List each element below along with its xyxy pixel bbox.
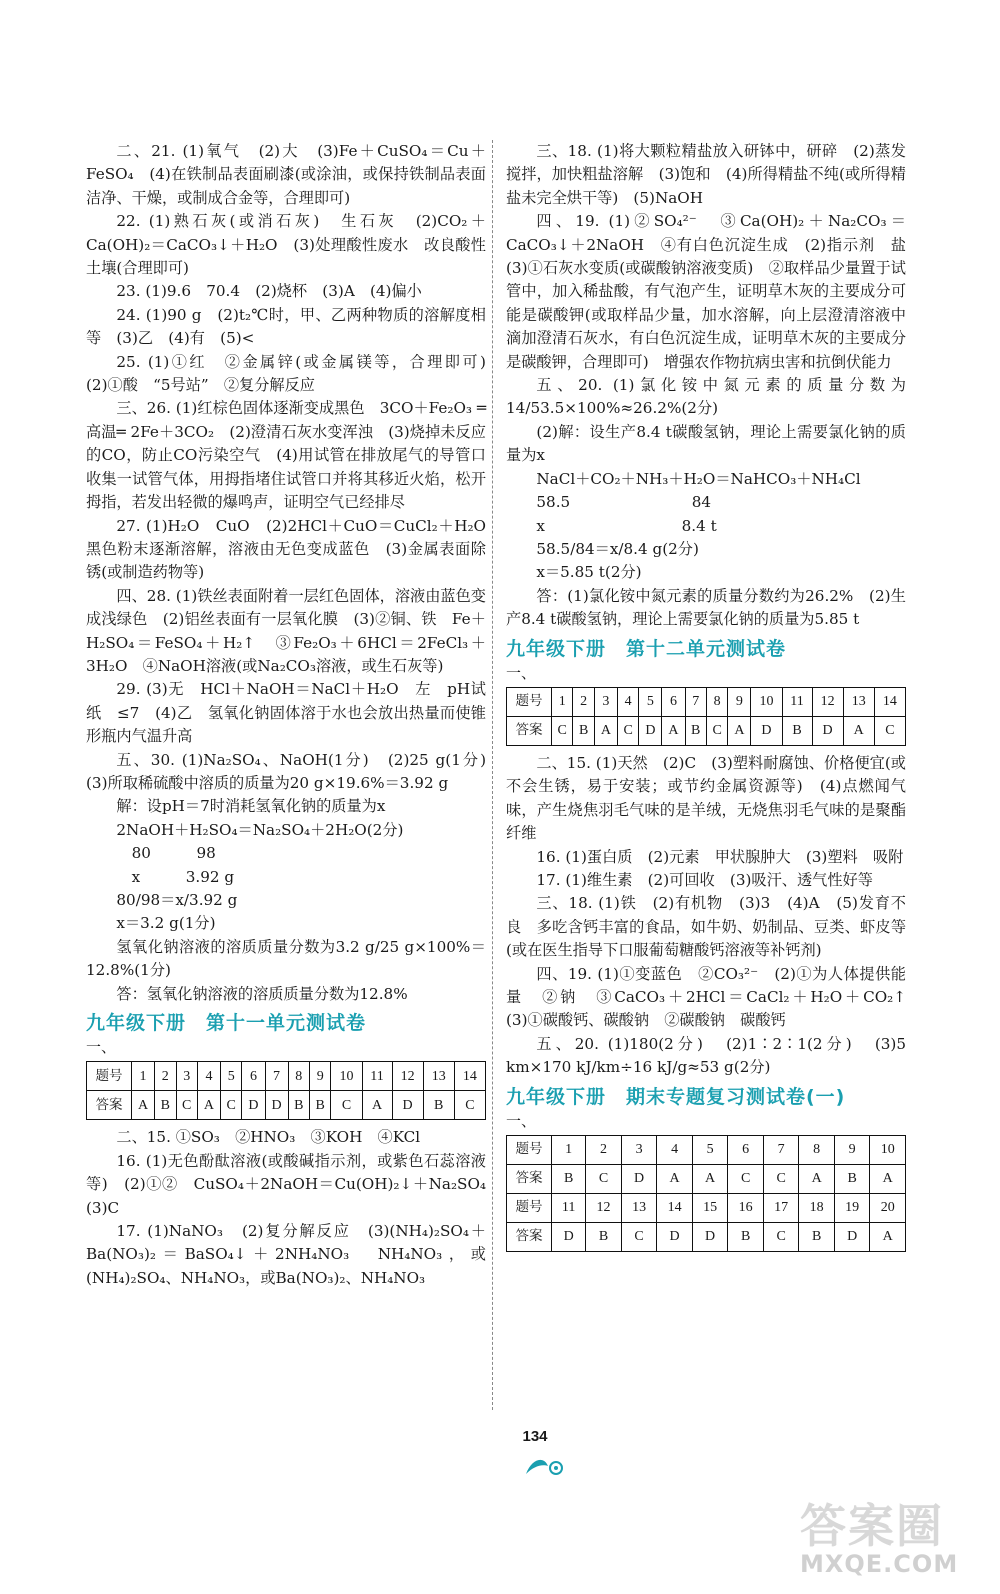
table-cell: A [843, 716, 874, 745]
table-cell: A [692, 1165, 728, 1194]
answer-paragraph: 四、19. (1)②SO₄²⁻ ③Ca(OH)₂＋Na₂CO₃＝CaCO₃↓＋2NaOH ④有白色沉淀生成 (2)指示剂 盐 (3)①石灰水变质(或碳酸钠溶液变质) ②取样品少量置于试管中，加入稀盐酸，有气泡产生，证明草木灰的主要成分可能是碳酸钾(或取样品少量，加水溶解，向上层澄清溶液中滴加澄清石灰水，有白色沉淀生成，证明草木灰的主要成分是碳酸钾，合理即可) 增强农作物抗病虫害和抗倒伏能力 [506, 212, 922, 371]
table-cell: 13 [423, 1062, 454, 1091]
table-cell: B [310, 1091, 331, 1120]
table-cell: 11 [552, 1194, 586, 1223]
answer-paragraph: 四、19. (1)①变蓝色 ②CO₃²⁻ (2)①为人体提供能量 ②钠 ③CaCO₃＋2HCl＝CaCl₂＋H₂O＋CO₂↑ (3)①碳酸钙、碳酸钠 ②碳酸钠 碳酸钙 [506, 964, 922, 1030]
table-header-cell: 答案 [507, 1165, 552, 1194]
table-cell: 9 [728, 687, 751, 716]
table-cell: 12 [586, 1194, 622, 1223]
table-cell: 12 [392, 1062, 423, 1091]
answer-paragraph: 2NaOH＋H₂SO₄＝Na₂SO₄＋2H₂O(2分) [116, 820, 404, 839]
left-paragraphs-after [86, 1126, 502, 1290]
table-cell: B [552, 1165, 586, 1194]
table-cell: 5 [692, 1136, 728, 1165]
answer-paragraph: 四、28. (1)铁丝表面附着一层红色固体，溶液由蓝色变成浅绿色 (2)铝丝表面有一层氧化膜 (3)②铜、铁 Fe＋H₂SO₄＝FeSO₄＋H₂↑ ③Fe₂O₃＋6HCl＝2FeCl₃＋3H₂O ④NaOH溶液(或Na₂CO₃溶液，或生石灰等) [86, 586, 486, 675]
table-cell: D [242, 1091, 265, 1120]
table-cell: 18 [799, 1194, 835, 1223]
table-cell: A [662, 716, 685, 745]
table-cell: 1 [552, 1136, 586, 1165]
unit11-title: 九年级下册 第十一单元测试卷 [86, 1012, 367, 1035]
table-cell: 15 [692, 1194, 728, 1223]
table-cell: B [685, 716, 706, 745]
table-cell: B [728, 1223, 764, 1252]
table-cell: A [728, 716, 751, 745]
answer-paragraph: 23. (1)9.6 70.4 (2)烧杯 (3)A (4)偏小 [116, 282, 422, 301]
page-number: 134 [522, 1428, 548, 1445]
answer-paragraph: 二、15. (1)天然 (2)C (3)塑料耐腐蚀、价格便宜(或不会生锈，易于安装；或节约金属资源等) (4)点燃闻气味，产生烧焦羽毛气味的是羊绒，无烧焦羽毛气味的是聚酯纤维 [506, 753, 906, 843]
table-cell: C [331, 1091, 362, 1120]
table-cell: B [573, 716, 594, 745]
answer-paragraph: 五、20. (1)氯化铵中氮元素的质量分数为14/53.5×100%≈26.2%(2分) [506, 376, 906, 418]
table-cell: 5 [639, 687, 662, 716]
table-cell: D [751, 716, 782, 745]
table-header-cell: 题号 [87, 1062, 132, 1091]
unit12-section-label: 一、 [506, 663, 537, 682]
answer-paragraph: 24. (1)90 g (2)t₂℃时，甲、乙两种物质的溶解度相等 (3)乙 (4)有 (5)< [86, 305, 486, 348]
unit11-answer-table [86, 1061, 486, 1120]
table-cell: 9 [310, 1062, 331, 1091]
table-header-cell: 题号 [507, 687, 552, 716]
table-cell: 5 [221, 1062, 242, 1091]
answer-paragraph: 解：设pH＝7时消耗氢氧化钠的质量为x [116, 797, 386, 816]
table-cell: 7 [763, 1136, 799, 1165]
table-cell: D [621, 1165, 657, 1194]
table-cell: D [657, 1223, 693, 1252]
right-paragraphs [506, 140, 922, 632]
answer-paragraph: 五、30. (1)Na₂SO₄、NaOH(1分) (2)25 g(1分) (3)所取稀硫酸中溶质的质量为20 g×19.6%＝3.92 g [86, 750, 502, 792]
answer-paragraph: NaCl＋CO₂＋NH₃＋H₂O＝NaHCO₃＋NH₄Cl [536, 469, 861, 488]
table-cell: A [132, 1091, 155, 1120]
table-cell: 13 [843, 687, 874, 716]
table-cell: D [834, 1223, 870, 1252]
answer-paragraph: 答：氢氧化钠溶液的溶质质量分数为12.8% [116, 984, 408, 1003]
table-row [87, 1091, 486, 1120]
table-cell: C [454, 1091, 485, 1120]
table-cell: 2 [155, 1062, 176, 1091]
table-cell: C [763, 1165, 799, 1194]
table-cell: A [197, 1091, 220, 1120]
answer-paragraph: x＝5.85 t(2分) [536, 563, 642, 582]
unit12-answer-table [506, 687, 906, 746]
table-cell: 11 [362, 1062, 392, 1091]
table-cell: C [621, 1223, 657, 1252]
answer-paragraph: 三、26. (1)红棕色固体逐渐变成黑色 3CO＋Fe₂O₃ ═高温═ 2Fe＋3CO₂ (2)澄清石灰水变浑浊 (3)烧掉未反应的CO，防止CO污染空气 (4)用试管在排放尾气的导管口收集一试管气体，用拇指堵住试管口并将其移近火焰，松开拇指，若发出轻微的爆鸣声，证明空气已经排尽 [86, 399, 486, 512]
answer-paragraph: 17. (1)NaNO₃ (2)复分解反应 (3)(NH₄)₂SO₄＋Ba(NO₃)₂＝BaSO₄↓＋2NH₄NO₃ NH₄NO₃，或(NH₄)₂SO₄、NH₄NO₃，或Ba(NO₃)₂、NH₄NO₃ [86, 1222, 486, 1287]
answer-paragraph: x 3.92 g [116, 867, 235, 886]
table-row [507, 1136, 906, 1165]
table-cell: A [799, 1165, 835, 1194]
answer-paragraph: 58.5 84 [536, 493, 712, 512]
table-cell: B [834, 1165, 870, 1194]
answer-paragraph: 58.5/84＝x/8.4 g(2分) [536, 539, 699, 558]
final1-answer-table [506, 1135, 906, 1252]
table-cell: C [176, 1091, 197, 1120]
right-paragraphs-after [506, 752, 922, 1080]
table-cell: C [874, 716, 905, 745]
answer-paragraph: 80/98＝x/3.92 g [116, 891, 238, 909]
table-cell: A [870, 1223, 906, 1252]
table-cell: 13 [621, 1194, 657, 1223]
watermark-top: 答案圈 [800, 1499, 944, 1553]
table-header-cell: 题号 [507, 1194, 552, 1223]
answer-paragraph: x＝3.2 g(1分) [116, 914, 216, 933]
table-row [507, 1165, 906, 1194]
table-cell: 8 [706, 687, 727, 716]
answer-paragraph: 答：(1)氯化铵中氮元素的质量分数约为26.2% (2)生产8.4 t碳酸氢钠，理论上需要氯化钠的质量为5.85 t [506, 586, 906, 629]
table-cell: 8 [799, 1136, 835, 1165]
table-cell: 6 [728, 1136, 764, 1165]
answer-paragraph: 二、15. ①SO₃ ②HNO₃ ③KOH ④KCl [116, 1128, 421, 1147]
unit12-title: 九年级下册 第十二单元测试卷 [506, 637, 787, 660]
table-cell: C [552, 716, 573, 745]
answer-paragraph: 五、20. (1)180(2分) (2)1∶2∶1(2分) (3)5 km×170 kJ/km÷16 kJ/g≈53 g(2分) [506, 1034, 911, 1077]
table-cell: 10 [870, 1136, 906, 1165]
watermark [800, 1490, 958, 1578]
answer-paragraph: 27. (1)H₂O CuO (2)2HCl＋CuO＝CuCl₂＋H₂O 黑色粉末逐渐溶解，溶液由无色变成蓝色 (3)金属表面除锈(或制造药物等) [86, 516, 502, 582]
table-cell: 10 [751, 687, 782, 716]
table-cell: A [870, 1165, 906, 1194]
table-cell: D [812, 716, 843, 745]
table-cell: 14 [874, 687, 905, 716]
table-cell: D [552, 1223, 586, 1252]
table-cell: A [362, 1091, 392, 1120]
answer-paragraph: 三、18. (1)将大颗粒精盐放入研钵中，研碎 (2)蒸发 搅拌，加快粗盐溶解 (3)饱和 (4)所得精盐不纯(或所得精盐未完全烘干等) (5)NaOH [506, 142, 922, 207]
answer-paragraph: 三、18. (1)铁 (2)有机物 (3)3 (4)A (5)发育不良 多吃含钙丰富的食品，如牛奶、奶制品、豆类、虾皮等(或在医生指导下口服葡萄糖酸钙溶液等补钙剂) [506, 894, 906, 960]
table-cell: 7 [265, 1062, 288, 1091]
table-cell: D [639, 716, 662, 745]
table-cell: 16 [728, 1194, 764, 1223]
table-cell: C [586, 1165, 622, 1194]
table-cell: B [155, 1091, 176, 1120]
answer-paragraph: 17. (1)维生素 (2)可回收 (3)吸汗、透气性好等 [536, 870, 873, 889]
table-cell: 14 [657, 1194, 693, 1223]
table-cell: 7 [685, 687, 706, 716]
table-cell: B [799, 1223, 835, 1252]
table-cell: C [728, 1165, 764, 1194]
table-cell: 12 [812, 687, 843, 716]
table-row [507, 1223, 906, 1252]
answer-paragraph: 25. (1)①红 ②金属锌(或金属镁等，合理即可) (2)①酸 “5号站” ②复分解反应 [86, 352, 502, 395]
table-cell: 1 [552, 687, 573, 716]
table-cell: C [221, 1091, 242, 1120]
table-cell: 14 [454, 1062, 485, 1091]
final1-title: 九年级下册 期末专题复习测试卷(一) [506, 1085, 846, 1108]
table-cell: 9 [834, 1136, 870, 1165]
table-cell: C [617, 716, 638, 745]
page-footer [0, 1428, 1000, 1445]
leaf-logo-icon [522, 1452, 568, 1482]
answer-paragraph: 氢氧化钠溶液的溶质质量分数为3.2 g/25 g×100%＝12.8%(1分) [86, 937, 486, 980]
table-row [507, 1194, 906, 1223]
table-cell: D [265, 1091, 288, 1120]
table-cell: 3 [594, 687, 617, 716]
answer-paragraph: x 8.4 t [536, 516, 717, 535]
unit11-section-label: 一、 [86, 1038, 117, 1057]
table-row [87, 1062, 486, 1091]
table-cell: C [706, 716, 727, 745]
table-cell: B [423, 1091, 454, 1120]
table-cell: 4 [657, 1136, 693, 1165]
column-divider [492, 140, 493, 1410]
table-header-cell: 答案 [507, 1223, 552, 1252]
answer-paragraph: 80 98 [116, 844, 216, 863]
right-column [506, 140, 922, 1258]
table-cell: 1 [132, 1062, 155, 1091]
table-cell: 8 [288, 1062, 309, 1091]
table-cell: A [594, 716, 617, 745]
left-column [86, 140, 502, 1290]
table-cell: 3 [176, 1062, 197, 1091]
answer-paragraph: 16. (1)无色酚酞溶液(或酸碱指示剂，或紫色石蕊溶液等) (2)①② CuSO₄＋2NaOH＝Cu(OH)₂↓＋Na₂SO₄ (3)C [86, 1151, 502, 1217]
table-cell: 4 [617, 687, 638, 716]
table-header-cell: 答案 [87, 1091, 132, 1120]
table-cell: B [586, 1223, 622, 1252]
watermark-bottom: MXQE.COM [800, 1550, 959, 1578]
table-header-cell: 答案 [507, 716, 552, 745]
table-cell: 11 [782, 687, 812, 716]
table-cell: 17 [763, 1194, 799, 1223]
answer-paragraph: 22. (1)熟石灰(或消石灰) 生石灰 (2)CO₂＋Ca(OH)₂＝CaCO₃↓＋H₂O (3)处理酸性废水 改良酸性土壤(合理即可) [86, 212, 486, 278]
table-cell: B [288, 1091, 309, 1120]
table-row [507, 687, 906, 716]
table-cell: 20 [870, 1194, 906, 1223]
table-cell: 6 [662, 687, 685, 716]
table-cell: C [763, 1223, 799, 1252]
table-cell: 2 [573, 687, 594, 716]
table-cell: 2 [586, 1136, 622, 1165]
table-cell: D [692, 1223, 728, 1252]
table-cell: 6 [242, 1062, 265, 1091]
table-cell: 4 [197, 1062, 220, 1091]
final1-section-label: 一、 [506, 1112, 537, 1131]
left-paragraphs [86, 140, 502, 1006]
table-cell: 19 [834, 1194, 870, 1223]
table-row [507, 716, 906, 745]
table-cell: B [782, 716, 812, 745]
table-cell: D [392, 1091, 423, 1120]
answer-paragraph: 29. (3)无 HCl＋NaOH＝NaCl＋H₂O 左 pH试纸 ≤7 (4)乙 氢氧化钠固体溶于水也会放出热量而使锥形瓶内气温升高 [86, 680, 486, 746]
table-cell: 10 [331, 1062, 362, 1091]
table-cell: A [657, 1165, 693, 1194]
table-header-cell: 题号 [507, 1136, 552, 1165]
answer-paragraph: (2)解：设生产8.4 t碳酸氢钠，理论上需要氯化钠的质量为x [506, 422, 906, 465]
answer-paragraph: 二、21. (1)氧气 (2)大 (3)Fe＋CuSO₄＝Cu＋FeSO₄ (4)在铁制品表面刷漆(或涂油，或保持铁制品表面洁净、干燥，或制成合金等，合理即可) [86, 142, 486, 207]
table-cell: 3 [621, 1136, 657, 1165]
answer-paragraph: 16. (1)蛋白质 (2)元素 甲状腺肿大 (3)塑料 吸附 [536, 847, 904, 866]
